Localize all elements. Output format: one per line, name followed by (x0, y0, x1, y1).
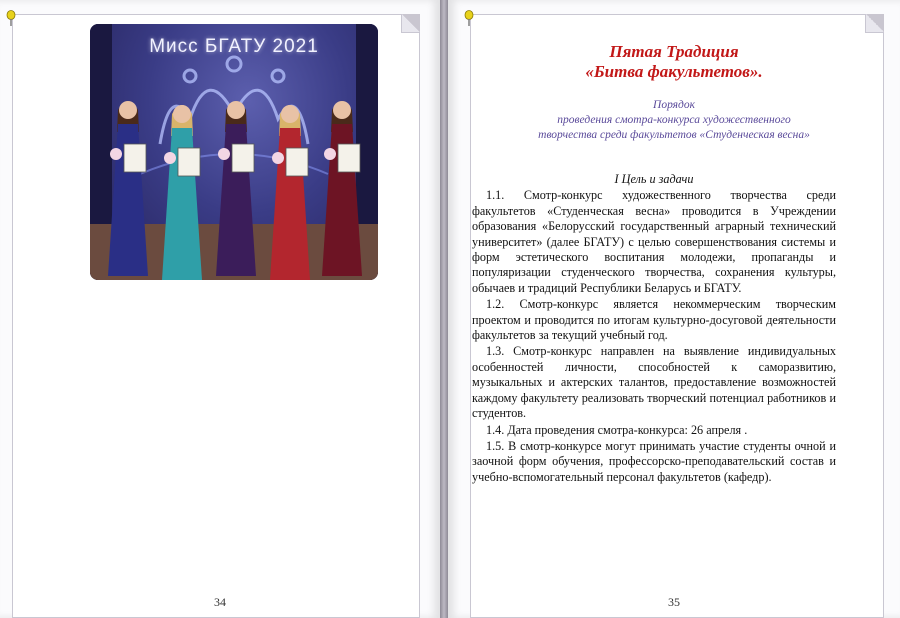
contestant-figure (270, 105, 310, 280)
page-number-left: 34 (214, 595, 226, 609)
contestant-figure (322, 101, 362, 276)
paragraph-1-1: 1.1. Смотр-конкурс художественного творчества среди факультетов «Студенческая весна» проводится в Учреждении образования «Белорусский государственный аграрный технический университет» (далее БГАТУ) с целью совершенствования системы и форм эстетического воспитания молодежи, пропаганды и популяризации студенческого творчества, сохранения культуры, обычаев и традиций Республики Беларусь и БГАТУ. (472, 188, 836, 295)
tradition-title (448, 42, 900, 82)
right-page (448, 0, 900, 618)
title-line-2: «Битва факультетов». (585, 62, 763, 81)
pushpin-icon (464, 10, 474, 26)
order-line-3: творчества среди факультетов «Студенческая весна» (538, 129, 810, 141)
paragraph-1-5: 1.5. В смотр-конкурсе могут принимать участие студенты очной и заочной форм обучения, профессорско-преподавательский состав и учебно-вспомогательный персонал факультетов (кафедр). (472, 438, 836, 484)
page-corner-fold (401, 14, 420, 33)
document-body (472, 172, 836, 486)
contestant-figure (162, 105, 202, 280)
book-gutter (440, 0, 448, 618)
order-line-1: Порядок (653, 99, 695, 111)
pushpin-icon (6, 10, 16, 26)
contest-photo (90, 24, 378, 280)
order-heading (448, 98, 900, 143)
left-page (0, 0, 440, 618)
paragraph-1-2: 1.2. Смотр-конкурс является некоммерческим творческим проектом и проводится по итогам культурно-досуговой деятельности факультетов за текущий учебный год. (472, 297, 836, 343)
page-corner-fold (865, 14, 884, 33)
photo-caption: Мисс БГАТУ 2021 (149, 36, 319, 57)
contestant-figure (108, 101, 148, 276)
paragraph-1-3: 1.3. Смотр-конкурс направлен на выявление индивидуальных особенностей личности, способностей к саморазвитию, музыкальных и актерских талантов, предоставление возможностей каждому факультету реализовать творческий потенциал работников и студентов. (472, 344, 836, 421)
page-number-right: 35 (668, 595, 680, 609)
contestants-group (90, 24, 378, 280)
title-line-1: Пятая Традиция (609, 42, 739, 61)
paragraph-1-4: 1.4. Дата проведения смотра-конкурса: 26 апреля . (486, 422, 748, 437)
section-heading: I Цель и задачи (614, 172, 694, 186)
contestant-figure (216, 101, 256, 276)
order-line-2: проведения смотра-конкурса художественного (557, 114, 791, 126)
